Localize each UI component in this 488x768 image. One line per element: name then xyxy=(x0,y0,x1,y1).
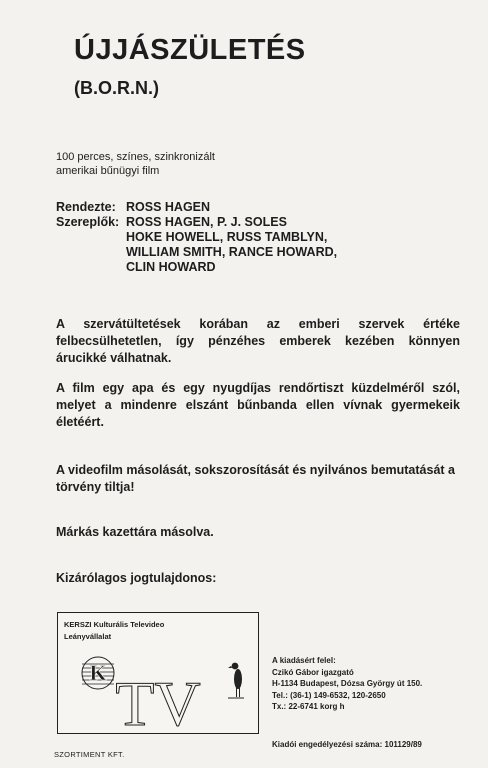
rights-holder-label: Kizárólagos jogtulajdonos: xyxy=(56,571,217,585)
film-info-line-1: 100 perces, színes, szinkronizált xyxy=(56,151,215,163)
director-label: Rendezte: xyxy=(56,200,116,214)
cassette-note: Márkás kazettára másolva. xyxy=(56,525,214,539)
permit-number: Kiadói engedélyezési száma: 101129/89 xyxy=(272,740,422,749)
synopsis-paragraph-1: A szervátültetések korában az emberi szervek értéke felbecsülhetetlen, így pénzéhes emberek kezében könnyen árucikké válhatnak. xyxy=(56,317,460,365)
publisher-line-5: Tx.: 22-6741 korg h xyxy=(272,702,345,711)
film-info-line-2: amerikai bűnügyi film xyxy=(56,165,160,177)
film-info xyxy=(56,150,215,178)
publisher-line-4: Tel.: (36-1) 149-6532, 120-2650 xyxy=(272,690,386,700)
distributor-name: SZORTIMENT KFT. xyxy=(54,750,125,759)
publisher-line-1: A kiadásért felel: xyxy=(272,656,336,665)
synopsis-paragraph-2: A film egy apa és egy nyugdíjas rendőrtiszt küzdelméről szól, melyet a mindenre elszánt bűnbanda ellen vívnak gyermekeik életéért. xyxy=(56,381,460,429)
director-row xyxy=(56,200,337,215)
cast-row xyxy=(56,215,337,275)
publisher-line-3: H-1134 Budapest, Dózsa György út 150. xyxy=(272,679,423,688)
k-circle-icon xyxy=(82,657,114,689)
credits xyxy=(56,200,337,275)
cast-names: ROSS HAGEN, P. J. SOLES HOKE HOWELL, RUSS TAMBLYN, WILLIAM SMITH, RANCE HOWARD, CLIN HOWARD xyxy=(126,215,338,274)
original-title: (B.O.R.N.) xyxy=(74,78,159,98)
ktv-logo-box xyxy=(57,612,259,734)
tv-letters: TV xyxy=(115,668,201,733)
page-title: ÚJJÁSZÜLETÉS xyxy=(74,34,306,66)
publisher-block xyxy=(272,655,422,713)
bird-icon xyxy=(228,663,244,698)
ktv-logo-graphic xyxy=(58,613,258,733)
publisher-line-2: Czikó Gábor igazgató xyxy=(272,667,354,677)
cast-label: Szereplők: xyxy=(56,215,120,229)
logo-company-line-1: KERSZI Kulturális Televideo xyxy=(64,620,165,629)
director-name: ROSS HAGEN xyxy=(126,200,211,214)
k-letter: K xyxy=(89,660,107,685)
copyright-warning: A videofilm másolását, sokszorosítását és nyilvános bemutatását a törvény tiltja! xyxy=(56,463,455,494)
logo-company-line-2: Leányvállalat xyxy=(64,632,112,641)
